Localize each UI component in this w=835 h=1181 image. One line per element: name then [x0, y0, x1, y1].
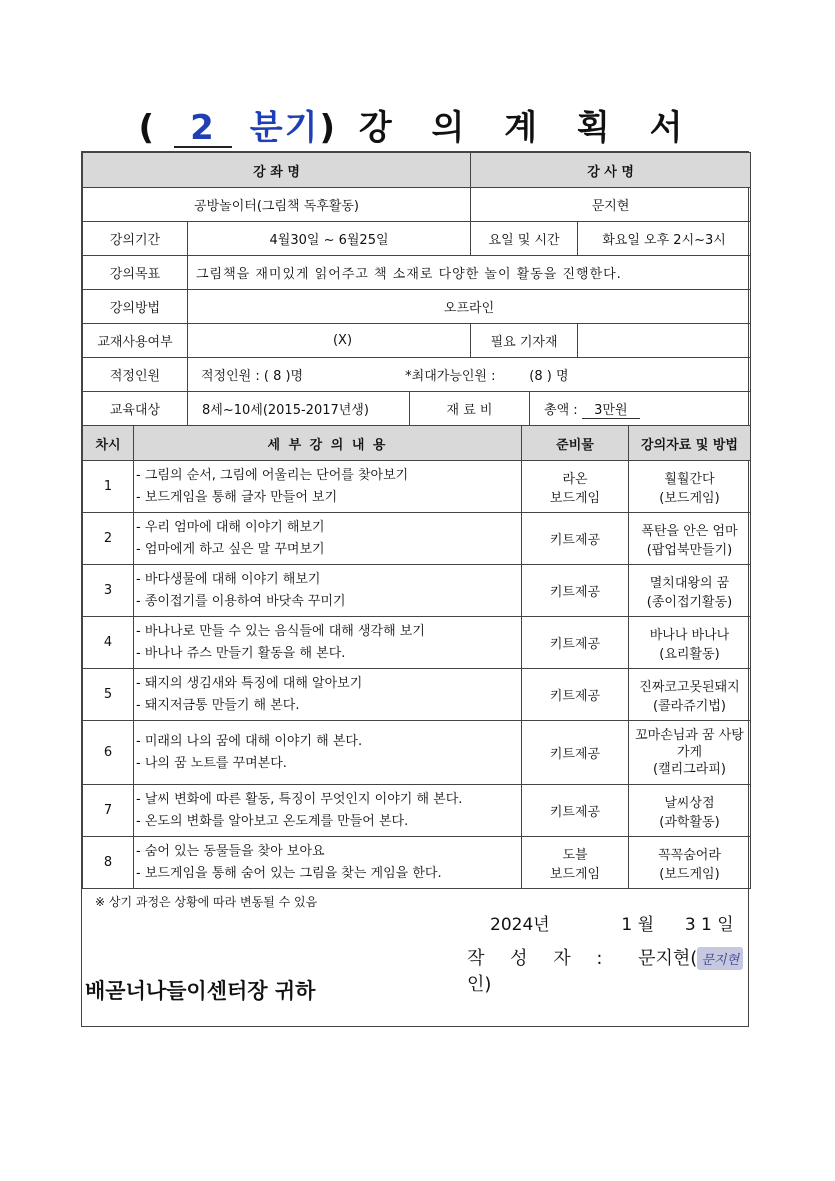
page-title: [0, 100, 835, 149]
content-line: - 돼지의 생김새와 특징에 대해 알아보기: [136, 675, 363, 691]
col-session: 차시: [83, 426, 134, 461]
session-content: [134, 513, 522, 565]
session-resources: [629, 837, 751, 889]
course-header: 강 좌 명: [83, 153, 471, 188]
session-resources: [629, 461, 751, 513]
capacity-label: 적정인원: [83, 358, 188, 392]
session-number: 7: [83, 785, 134, 837]
prep-line: 키트제공: [549, 747, 601, 762]
session-number: 2: [83, 513, 134, 565]
session-resources: [629, 513, 751, 565]
table-row: [83, 461, 751, 513]
total-value: 3만원: [582, 399, 640, 419]
content-line: - 온도의 변화를 알아보고 온도계를 만들어 본다.: [136, 813, 409, 829]
title-text: 강 의 계 획 서: [358, 108, 697, 148]
session-number: 1: [83, 461, 134, 513]
resource-line: (보드게임): [659, 490, 720, 506]
recipient: 배곧너나들이센터장 귀하: [85, 979, 316, 1003]
content-line: - 엄마에게 하고 싶은 말 꾸며보기: [136, 541, 325, 557]
session-number: 3: [83, 565, 134, 617]
content-line: - 바다생물에 대해 이야기 해보기: [136, 571, 321, 587]
prep-line: 키트제공: [549, 637, 601, 652]
table-row: [83, 721, 751, 785]
session-content: [134, 669, 522, 721]
table-row: [83, 565, 751, 617]
content-line: - 바나나 쥬스 만들기 활동을 해 본다.: [136, 645, 346, 661]
resource-line: (종이접기활동): [646, 594, 733, 610]
time-value: 화요일 오후 2시~3시: [578, 222, 751, 256]
info-table: [82, 152, 751, 426]
resource-line: 폭탄을 안은 엄마: [641, 523, 738, 539]
session-resources: [629, 617, 751, 669]
instructor-name: 문지현: [471, 188, 751, 222]
session-prep: [522, 837, 629, 889]
max-capacity-label: *최대가능인원 :: [405, 369, 496, 384]
content-line: - 미래의 나의 꿈에 대해 이야기 해 본다.: [136, 733, 363, 749]
resource-line: (요리활동): [659, 646, 720, 662]
total-label: 총액 :: [544, 402, 578, 418]
signature-date: [490, 910, 734, 935]
content-line: - 숨어 있는 동물들을 찾아 보아요: [136, 843, 325, 859]
signature-stamp: 문지현: [697, 947, 743, 970]
session-content: [134, 461, 522, 513]
session-content: [134, 785, 522, 837]
material-label: 재 료 비: [410, 392, 530, 426]
capacity-value: 적정인원 : ( 8 )명: [201, 369, 304, 384]
date-year: 2024년: [490, 915, 550, 935]
resource-line: 날씨상점: [664, 795, 715, 811]
session-content: [134, 721, 522, 785]
prep-line: 키트제공: [549, 533, 601, 548]
session-resources: [629, 785, 751, 837]
prep-line: 키트제공: [549, 585, 601, 600]
content-line: - 우리 엄마에 대해 이야기 해보기: [136, 519, 325, 535]
col-resources: 강의자료 및 방법: [629, 426, 751, 461]
col-content: 세 부 강 의 내 용: [134, 426, 522, 461]
resource-line: 꼭꼭숨어라: [658, 847, 721, 863]
session-number: 4: [83, 617, 134, 669]
content-line: - 돼지저금통 만들기 해 본다.: [136, 697, 300, 713]
material-total: [530, 392, 751, 426]
session-prep: [522, 565, 629, 617]
resource-line: (과학활동): [659, 814, 720, 830]
prep-line: 보드게임: [549, 490, 601, 506]
content-line: - 보드게임을 통해 글자 만들어 보기: [136, 489, 338, 505]
equipment-label: 필요 기자재: [471, 324, 578, 358]
resource-line: 멸치대왕의 꿈: [649, 575, 730, 591]
session-prep: [522, 721, 629, 785]
col-prep: 준비물: [522, 426, 629, 461]
resource-line: 꼬마손님과 꿈 사탕가게: [635, 728, 744, 760]
date-day: 3 1 일: [684, 915, 734, 935]
resource-line: (캘리그라피): [653, 762, 726, 777]
session-resources: [629, 721, 751, 785]
target-label: 교육대상: [83, 392, 188, 426]
textbook-value: (X): [188, 324, 471, 358]
session-number: 6: [83, 721, 134, 785]
prep-line: 키트제공: [549, 805, 601, 820]
table-row: [83, 617, 751, 669]
plan-form: [81, 151, 749, 1027]
period-label: 강의기간: [83, 222, 188, 256]
session-prep: [522, 513, 629, 565]
period-value: 4월30일 ~ 6월25일: [188, 222, 471, 256]
sessions-table: [82, 425, 751, 889]
course-name: 공방놀이터(그림책 독후활동): [83, 188, 471, 222]
session-content: [134, 837, 522, 889]
max-capacity-value: (8 ) 명: [529, 369, 569, 384]
method-value: 오프라인: [188, 290, 751, 324]
session-prep: [522, 669, 629, 721]
sessions-header-row: [83, 426, 751, 461]
resource-line: 진짜코고못된돼지: [639, 679, 740, 695]
table-row: [83, 513, 751, 565]
writer-name: 문지현(: [638, 948, 698, 969]
prep-line: 키트제공: [549, 689, 601, 704]
session-prep: [522, 617, 629, 669]
resource-line: (보드게임): [659, 866, 720, 882]
content-line: - 그림의 순서, 그림에 어울리는 단어를 찾아보기: [136, 467, 409, 483]
writer-label: 작 성 자 :: [467, 948, 613, 969]
capacity-cell: [188, 358, 751, 392]
method-label: 강의방법: [83, 290, 188, 324]
session-content: [134, 617, 522, 669]
time-label: 요일 및 시간: [471, 222, 578, 256]
resource-line: (팝업북만들기): [646, 542, 733, 558]
session-prep: [522, 461, 629, 513]
goal-value: 그림책을 재미있게 읽어주고 책 소재로 다양한 놀이 활동을 진행한다.: [188, 256, 751, 290]
table-row: [83, 837, 751, 889]
resource-line: (콜라쥬기법): [653, 698, 726, 714]
session-prep: [522, 785, 629, 837]
date-month: 1 월: [621, 915, 655, 935]
prep-line: 보드게임: [549, 866, 601, 882]
session-number: 8: [83, 837, 134, 889]
equipment-value: [578, 324, 751, 358]
title-open-paren: (: [138, 108, 157, 148]
instructor-header: 강 사 명: [471, 153, 751, 188]
resource-line: 바나나 바나나: [649, 627, 730, 643]
table-row: [83, 669, 751, 721]
quarter-label: 분기: [249, 108, 320, 148]
goal-label: 강의목표: [83, 256, 188, 290]
resource-line: 훨훨간다: [664, 471, 715, 487]
title-close-paren: ): [319, 108, 338, 148]
content-line: - 나의 꿈 노트를 꾸며본다.: [136, 755, 287, 771]
prep-line: 라온: [562, 471, 588, 487]
session-resources: [629, 669, 751, 721]
session-content: [134, 565, 522, 617]
target-value: 8세~10세(2015-2017년생): [188, 392, 410, 426]
content-line: - 종이접기를 이용하여 바닷속 꾸미기: [136, 593, 346, 609]
session-number: 5: [83, 669, 134, 721]
content-line: - 날씨 변화에 따른 활동, 특징이 무엇인지 이야기 해 본다.: [136, 791, 463, 807]
writer-line: [467, 944, 748, 996]
textbook-label: 교재사용여부: [83, 324, 188, 358]
change-notice: ※ 상기 과정은 상황에 따라 변동될 수 있음: [95, 895, 318, 909]
writer-suffix: 인): [467, 974, 492, 995]
table-row: [83, 785, 751, 837]
quarter-number: 2: [174, 110, 232, 148]
content-line: - 바나나로 만들 수 있는 음식들에 대해 생각해 보기: [136, 623, 425, 639]
prep-line: 도블: [562, 847, 588, 863]
session-resources: [629, 565, 751, 617]
content-line: - 보드게임을 통해 숨어 있는 그림을 찾는 게임을 한다.: [136, 865, 442, 881]
